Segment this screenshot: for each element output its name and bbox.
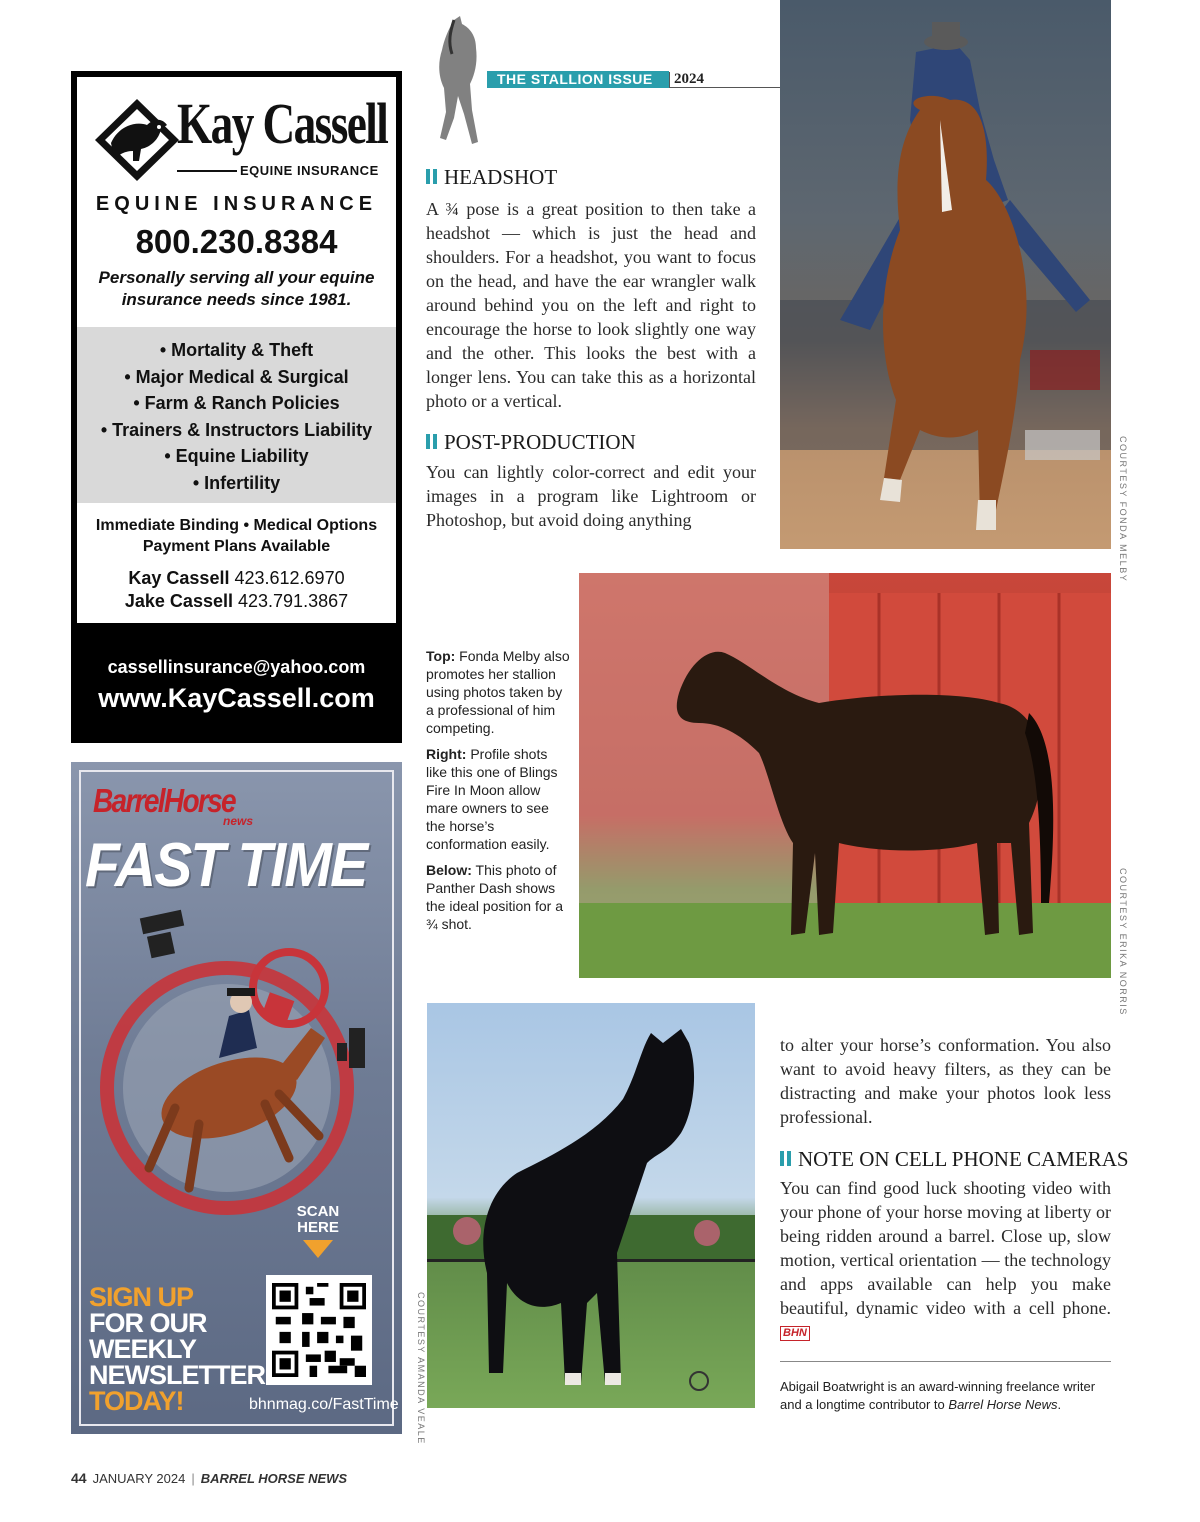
ft-scan-line1: SCAN (296, 1203, 340, 1220)
bio-text: Abigail Boatwright is an award-winning freelance writer and a longtime contributor to (780, 1379, 1096, 1412)
ft-brand: BarrelHorse (93, 782, 235, 819)
header-divider (669, 72, 670, 88)
three-quarter-horse-icon (427, 1003, 755, 1408)
cell-phone-text: You can find good luck shooting video with your phone of your horse moving at liberty or being ridden around a barrel. Close up, slow motion, vertical orientation — the technology and apps available can help you make beautiful, dynamic video with a cell phone. (780, 1178, 1111, 1318)
kc-contact-kay (77, 567, 396, 590)
ft-title: FAST TIME (85, 831, 367, 900)
header-rule (669, 87, 780, 88)
kay-cassell-ad[interactable] (71, 71, 402, 743)
ft-url-link[interactable]: bhnmag.co/FastTime (249, 1396, 399, 1413)
heading-post-production (426, 430, 636, 455)
heading-bar (426, 434, 430, 449)
caption-top (426, 647, 570, 737)
kc-brand-name: Kay Cassell (177, 91, 388, 156)
bio-magazine: Barrel Horse News (948, 1397, 1058, 1412)
photo-captions (426, 647, 570, 941)
footer-date: JANUARY 2024 (92, 1471, 186, 1486)
caption-text: Fonda Melby also promotes her stallion using photos taken by a professional of him competing. (426, 648, 570, 736)
kc-contact-jake (77, 590, 396, 613)
cell-phone-paragraph (780, 1176, 1111, 1344)
kc-email-link[interactable]: cassellinsurance@yahoo.com (107, 657, 366, 677)
post-production-paragraph: You can lightly color-correct and edit your images in a program like Lightroom or Photoshop, but avoid doing anything (426, 462, 756, 530)
kc-contact-name: Jake Cassell (124, 591, 233, 611)
down-arrow-icon (303, 1240, 333, 1258)
kc-title: EQUINE INSURANCE (95, 193, 378, 215)
heading-bar (433, 169, 437, 184)
kc-phone[interactable]: 800.230.8384 (135, 223, 338, 260)
kc-service-item: • Trainers & Instructors Liability (100, 419, 373, 440)
profile-horse-icon (579, 573, 1111, 978)
caption-below (426, 861, 570, 933)
page-number: 44 (71, 1470, 87, 1486)
issue-band: THE STALLION ISSUE (487, 71, 669, 88)
heading-text: NOTE ON CELL PHONE CAMERAS (798, 1147, 1129, 1171)
kc-contacts (77, 567, 396, 613)
kc-service-item: • Equine Liability (164, 446, 309, 466)
kc-service-item: • Mortality & Theft (159, 340, 314, 360)
heading-bar (433, 434, 437, 449)
kc-website-link[interactable]: www.KayCassell.com (98, 683, 375, 713)
ft-signup-line: TODAY! (89, 1386, 184, 1416)
issue-year: 2024 (674, 71, 704, 87)
photo-profile-red-barn (579, 573, 1111, 978)
ft-signup-line: FOR OUR (89, 1308, 207, 1338)
kc-contact-phone[interactable]: 423.791.3867 (238, 591, 349, 611)
photo-credit-fonda: COURTESY FONDA MELBY (1118, 436, 1128, 583)
kc-service-item: • Infertility (192, 472, 281, 493)
barrel-racer-stopwatch-icon (79, 898, 394, 1218)
heading-cell-phone (780, 1147, 1129, 1172)
barrel-racer-horse-icon (780, 0, 1111, 549)
ft-scan-line2: HERE (297, 1219, 339, 1236)
headshot-paragraph: A ¾ pose is a great position to then take a headshot — which is just the head and shoulders. For a headshot, you want to focus on the head, and have the ear wrangler walk around behind you on the left and right to encourage the horse to look slightly one way and the other. This looks the best with a longer lens. You can take this as a horizontal photo or a vertical. (426, 199, 756, 411)
heading-text: POST-PRODUCTION (444, 430, 636, 454)
kc-services-list (77, 337, 396, 496)
heading-headshot (426, 165, 557, 190)
heading-bar (780, 1151, 784, 1166)
qr-code-icon[interactable] (266, 1275, 372, 1385)
kc-contact-name: Kay Cassell (128, 568, 230, 588)
caption-text: This photo of Panther Dash shows the ideal position for a ¾ shot. (426, 862, 563, 932)
kc-service-item: • Farm & Ranch Policies (133, 393, 340, 413)
kc-service-item: • Major Medical & Surgical (124, 366, 349, 387)
bio-end: . (1057, 1397, 1062, 1412)
bhn-end-mark-icon: BHN (780, 1326, 810, 1341)
heading-text: HEADSHOT (444, 165, 558, 189)
ft-brand-news: news (223, 814, 254, 828)
ad-content (77, 77, 396, 623)
page-footer (71, 1470, 347, 1486)
kc-options (77, 515, 396, 557)
fast-time-ad[interactable] (71, 762, 402, 1434)
ft-signup-line: SIGN UP (89, 1282, 194, 1312)
photo-three-quarter-shot (427, 1003, 755, 1408)
photo-credit-erika: COURTESY ERIKA NORRIS (1118, 868, 1128, 1016)
author-bio (780, 1378, 1120, 1414)
bio-rule (780, 1361, 1111, 1362)
kc-tagline: Personally serving all your equine insurance needs since 1981. (98, 268, 375, 309)
kc-options-line2: Payment Plans Available (142, 538, 331, 555)
caption-label: Below: (426, 862, 472, 878)
kc-contact-phone[interactable]: 423.612.6970 (234, 568, 345, 588)
caption-label: Right: (426, 746, 467, 762)
running-horse-icon (432, 14, 486, 150)
caption-text: Profile shots like this one of Blings Fire In Moon allow mare owners to see the horse’s conformation easily. (426, 746, 558, 852)
kc-brand-sub: EQUINE INSURANCE (240, 163, 379, 178)
kc-brand-rule (177, 170, 237, 172)
kc-options-line1: Immediate Binding • Medical Options (95, 517, 378, 534)
caption-label: Top: (426, 648, 456, 664)
post-production-continued: to alter your horse’s conformation. You also want to avoid heavy filters, as they can be distracting and make your photos look less professional. (780, 1035, 1111, 1127)
heading-bar (426, 169, 430, 184)
heading-bar (787, 1151, 791, 1166)
footer-separator: | (191, 1471, 195, 1486)
ft-scan-here (293, 1204, 343, 1262)
ft-signup-line: WEEKLY (89, 1334, 197, 1364)
ft-signup-line: NEWSLETTER (89, 1360, 265, 1390)
ft-signup-text (89, 1284, 265, 1414)
photo-barrel-racer (780, 0, 1111, 549)
footer-magazine: BARREL HORSE NEWS (200, 1471, 348, 1486)
caption-right (426, 745, 570, 853)
photo-credit-amanda: COURTESY AMANDA VEALE (416, 1292, 426, 1445)
